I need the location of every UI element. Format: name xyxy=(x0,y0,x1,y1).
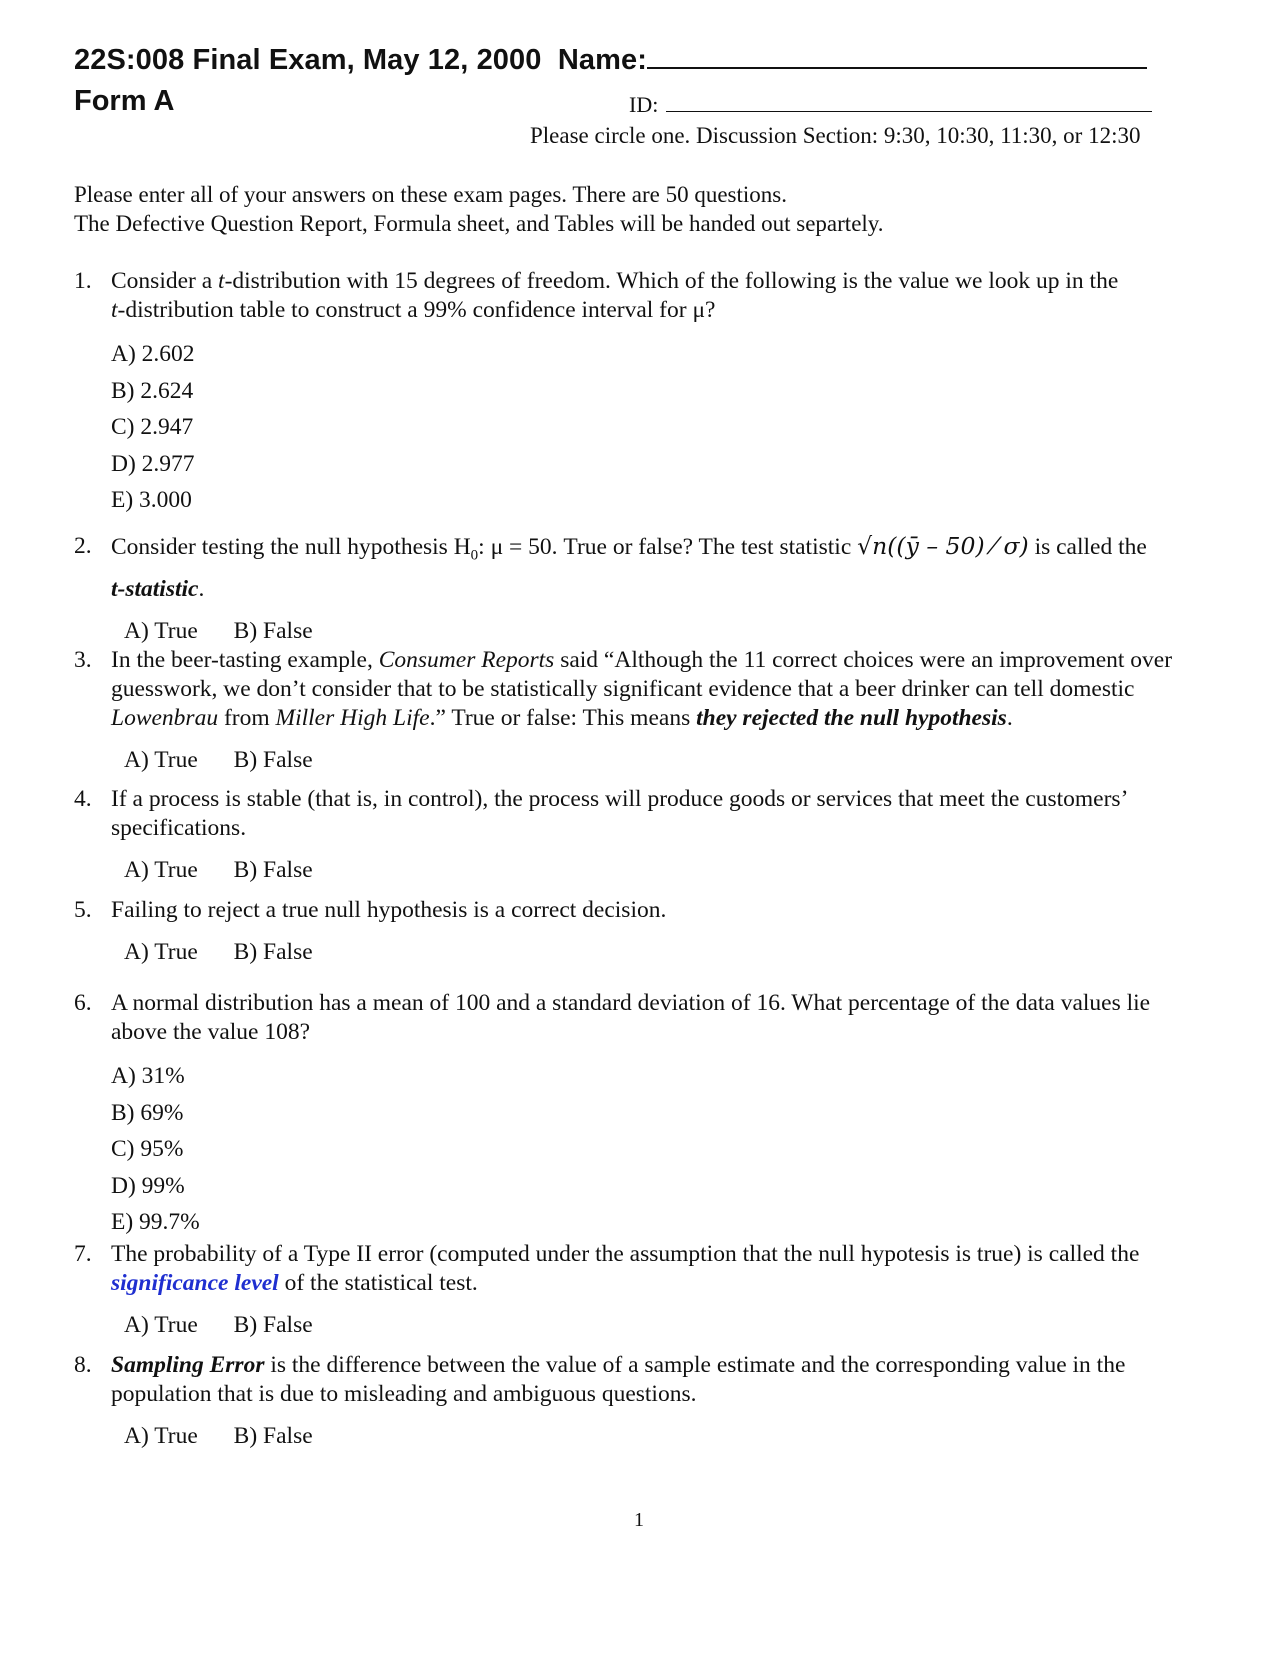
test-statistic-formula: √n((ȳ – 50) ⁄ σ) xyxy=(857,532,1029,560)
question-text-part: In the beer-tasting example, xyxy=(111,647,379,673)
question-7 xyxy=(74,1240,1204,1340)
instructions xyxy=(74,180,884,238)
answer-option-false[interactable]: B) False xyxy=(233,617,313,644)
question-text-bold-italic: Sampling Error xyxy=(111,1352,265,1378)
answer-option[interactable]: D) 99% xyxy=(111,1172,185,1199)
question-5 xyxy=(74,896,1204,967)
discussion-section-prompt: Please circle one. Discussion Section: 9:30, 10:30, 11:30, or 12:30 xyxy=(530,123,1141,148)
answer-option[interactable]: B) 69% xyxy=(111,1099,184,1126)
question-text-italic: t xyxy=(218,268,225,294)
page-number: 1 xyxy=(634,1509,644,1531)
question-text xyxy=(111,1351,1204,1409)
instructions-line-2: The Defective Question Report, Formula sheet, and Tables will be handed out separtely. xyxy=(74,211,884,236)
highlighted-term: significance level xyxy=(111,1270,279,1296)
answer-option-true[interactable]: A) True xyxy=(124,617,198,644)
question-number: 6. xyxy=(74,990,92,1016)
question-text-italic: t xyxy=(111,297,118,323)
answer-options xyxy=(124,938,1204,967)
answer-options xyxy=(124,746,1204,775)
id-label: ID: xyxy=(629,92,659,117)
question-text-part: The probability of a Type II error (computed under the assumption that the null hypotesis is true) is called the xyxy=(111,1241,1140,1267)
answer-option[interactable]: E) 99.7% xyxy=(111,1209,200,1235)
answer-option[interactable]: D) 2.977 xyxy=(111,450,195,477)
question-text-part: . xyxy=(1006,705,1013,731)
question-number: 8. xyxy=(74,1352,92,1378)
answer-option-false[interactable]: B) False xyxy=(233,1423,313,1449)
answer-options xyxy=(124,1422,1204,1451)
question-text xyxy=(111,267,1204,325)
answer-option-false[interactable]: B) False xyxy=(233,939,313,965)
question-2 xyxy=(74,530,1204,648)
answer-option[interactable]: B) 2.624 xyxy=(111,377,194,404)
question-number: 1. xyxy=(74,268,92,294)
question-4 xyxy=(74,785,1204,885)
id-field[interactable] xyxy=(666,95,1152,112)
question-text xyxy=(111,646,1204,733)
answer-option-true[interactable]: A) True xyxy=(124,1423,198,1449)
form-label: Form A xyxy=(74,85,175,117)
question-text-italic: Miller High Life xyxy=(275,705,430,731)
exam-title: 22S:008 Final Exam, May 12, 2000 xyxy=(74,44,542,76)
subscript: 0 xyxy=(470,547,479,564)
answer-option[interactable]: A) 2.602 xyxy=(111,341,195,367)
question-text-part: Consider testing the null hypothesis H xyxy=(111,534,471,560)
answer-option[interactable]: C) 95% xyxy=(111,1136,184,1162)
question-text-part: is the difference between the value of a sample estimate and the corresponding value in the population that is due to misleading and ambiguous questions. xyxy=(111,1352,1126,1407)
question-text-part: is called the xyxy=(1028,534,1147,560)
name-field[interactable] xyxy=(647,45,1147,69)
answer-option-false[interactable]: B) False xyxy=(233,747,313,773)
instructions-line-1: Please enter all of your answers on these exam pages. There are 50 questions. xyxy=(74,182,787,207)
question-text-part: .” True or false: This means xyxy=(429,705,697,731)
question-text-part: . xyxy=(198,575,205,602)
exam-title-line xyxy=(74,44,1147,77)
question-text-part: of the statistical test. xyxy=(278,1270,478,1296)
name-label: Name: xyxy=(557,44,647,76)
question-text-part: : μ = 50. True or false? The test statistic xyxy=(478,534,858,560)
question-1 xyxy=(74,267,1204,519)
question-8 xyxy=(74,1351,1204,1451)
question-text-bold-italic: they rejected the null hypothesis xyxy=(696,705,1007,731)
question-text-part: from xyxy=(218,705,276,731)
question-text-part: -distribution table to construct a 99% confidence interval for μ? xyxy=(117,297,716,323)
answer-option-true[interactable]: A) True xyxy=(124,1312,198,1338)
question-text: A normal distribution has a mean of 100 and a standard deviation of 16. What percentage of the data values lie above the value 108? xyxy=(111,990,1151,1045)
answer-option[interactable]: A) 31% xyxy=(111,1063,185,1089)
question-text xyxy=(111,530,1204,606)
exam-page xyxy=(74,0,1204,1656)
answer-option-false[interactable]: B) False xyxy=(233,857,313,883)
answer-option-false[interactable]: B) False xyxy=(233,1312,313,1338)
answer-option-true[interactable]: A) True xyxy=(124,939,198,965)
question-text-italic: Lowenbrau xyxy=(111,705,219,731)
answer-option[interactable]: E) 3.000 xyxy=(111,487,192,513)
question-3 xyxy=(74,646,1204,775)
question-text xyxy=(111,1240,1204,1298)
question-number: 3. xyxy=(74,647,92,673)
id-line xyxy=(629,92,1152,118)
question-number: 4. xyxy=(74,786,92,812)
question-text: If a process is stable (that is, in control), the process will produce goods or services that meet the customers’ specifications. xyxy=(111,786,1127,841)
question-number: 2. xyxy=(74,533,92,559)
question-6 xyxy=(74,989,1204,1241)
question-number: 5. xyxy=(74,897,92,923)
question-number: 7. xyxy=(74,1241,92,1267)
question-text-part: -distribution with 15 degrees of freedom. Which of the following is the value we look up in the xyxy=(224,268,1119,294)
answer-option-true[interactable]: A) True xyxy=(124,857,198,883)
answer-options xyxy=(124,1311,1204,1340)
question-text-bold-italic: t-statistic xyxy=(111,575,199,602)
answer-options xyxy=(111,1058,1204,1241)
answer-option-true[interactable]: A) True xyxy=(124,747,198,773)
answer-options xyxy=(124,615,1204,648)
answer-options xyxy=(124,856,1204,885)
answer-option[interactable]: C) 2.947 xyxy=(111,414,194,440)
answer-options xyxy=(111,336,1204,519)
question-text: Failing to reject a true null hypothesis is a correct decision. xyxy=(111,897,667,923)
question-text-italic: Consumer Reports xyxy=(378,647,555,673)
question-text-part: said “Although the 11 correct choices were an improvement over guesswork, we don’t consider that to be statistically significant evidence that a beer drinker can tell domestic xyxy=(111,647,1173,702)
question-text-part: Consider a xyxy=(111,268,219,294)
